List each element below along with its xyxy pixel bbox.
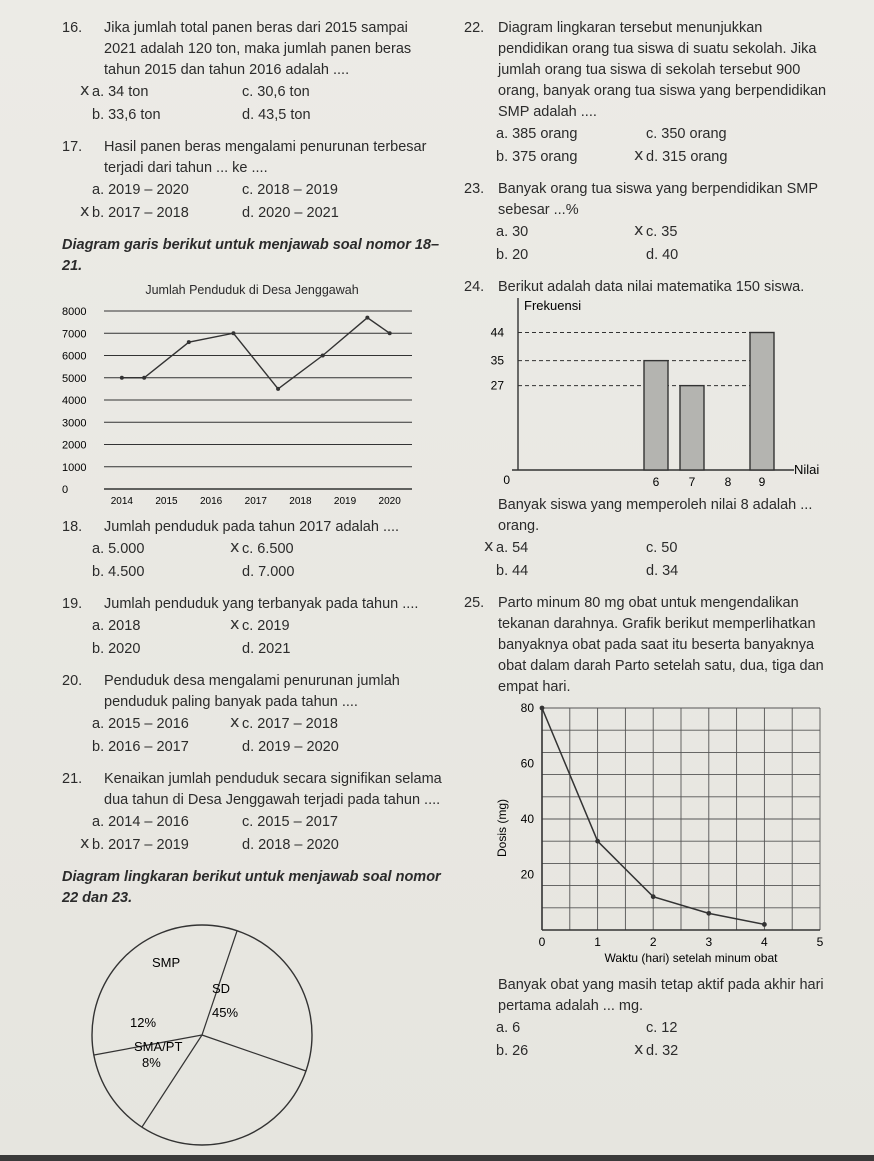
y-tick-label: 27 [490,378,504,393]
question-text: Jika jumlah total panen beras dari 2015 sampai 2021 adalah 120 ton, maka jumlah panen beras tahun 2015 dan tahun 2016 adalah .... [104,20,412,78]
option-d[interactable]: d. 2021 [242,641,291,657]
option-c[interactable]: c. 12 [646,1020,678,1036]
x-tick-label: 0 [538,935,546,949]
options [62,81,442,127]
option-a[interactable]: a. 2015 – 2016 [92,716,189,732]
question-text: Jumlah penduduk pada tahun 2017 adalah .... [104,519,400,535]
y-tick-label: 4000 [62,395,87,407]
y-tick-label: 7000 [62,328,87,341]
option-c[interactable]: x c. 2017 – 2018 [242,713,392,736]
left-column [62,18,442,1079]
pie-label: SMP [152,955,181,970]
x-tick-label: 2016 [200,496,223,507]
y-tick-label: 35 [490,353,504,368]
question-text: Penduduk desa mengalami penurunan jumlah penduduk paling banyak pada tahun .... [104,673,400,710]
option-d[interactable]: d. 43,5 ton [242,107,311,123]
x-tick-label: 2020 [378,496,401,507]
y-axis-label: Dosis (mg) [495,798,509,858]
option-c[interactable]: x c. 35 [646,221,796,244]
bar [750,333,774,471]
options [464,1017,834,1063]
option-b[interactable]: b. 33,6 ton [92,107,161,123]
x-tick-label: 9 [758,475,766,489]
data-point [120,376,124,380]
data-point [276,387,280,391]
y-tick-label: 20 [520,867,534,882]
question-number: 17. [62,139,83,155]
x-tick-label: 5 [816,935,824,949]
option-a[interactable]: a. 385 orang [496,126,578,142]
x-tick-label: 1 [594,935,601,949]
options [464,221,834,267]
line-chart-title: Jumlah Penduduk di Desa Jenggawah [145,283,359,297]
y-tick-label: 3000 [62,417,87,430]
option-b[interactable]: b. 4.500 [92,564,145,580]
question-17 [62,137,442,225]
option-c[interactable]: x c. 2019 [242,615,392,638]
question-16 [62,18,442,127]
page-edge [0,1155,874,1161]
option-d[interactable]: x d. 315 orang [646,146,796,169]
option-c[interactable]: c. 30,6 ton [242,84,310,100]
option-b[interactable]: b. 2020 [92,641,141,657]
options [62,615,442,661]
question-text: Banyak orang tua siswa yang berpendidikan SMP sebesar ...% [498,181,818,218]
option-a[interactable]: x a. 34 ton [92,81,242,104]
option-d[interactable]: d. 2018 – 2020 [242,837,339,853]
pie-label: SMA/PT [134,1039,183,1054]
x-axis-label: Nilai [794,462,820,477]
question-20 [62,671,442,759]
question-text: Parto minum 80 mg obat untuk mengendalikan tekanan darahnya. Grafik berikut memperlihatkan banyaknya obat pada saat itu beserta banyaknya obat dalam darah Parto setelah satu, dua, tiga dan empat hari. [498,595,824,695]
instruction-18-21: Diagram garis berikut untuk menjawab soal nomor 18–21. [62,237,440,274]
y-tick-label: 60 [520,756,534,771]
x-tick-label: 4 [761,935,768,949]
question-number: 18. [62,519,83,535]
question-text: Diagram lingkaran tersebut menunjukkan pendidikan orang tua siswa di suatu sekolah. Jika jumlah orang tua siswa di sekolah tersebut 900 orang, banyak orang tua siswa yang berpendidikan SMP adalah .... [498,20,827,120]
options [62,179,442,225]
option-b[interactable]: b. 26 [496,1043,529,1059]
x-tick-label: 2018 [289,496,312,507]
question-number: 22. [464,20,485,36]
option-d[interactable]: x d. 32 [646,1040,796,1063]
option-b[interactable]: x b. 2017 – 2019 [92,834,242,857]
y-tick-label: 40 [520,812,534,826]
pie-label: SD [212,981,231,996]
question-number: 19. [62,596,83,612]
option-a[interactable]: a. 6 [496,1020,521,1036]
dose-line-chart [464,698,824,968]
option-d[interactable]: d. 7.000 [242,564,295,580]
pie-label: 45% [212,1005,239,1020]
options [62,811,442,857]
y-tick-label: 2000 [62,439,87,452]
question-text: Jumlah penduduk yang terbanyak pada tahun .... [104,596,419,612]
data-point [388,331,392,335]
question-number: 21. [62,771,83,787]
question-number: 25. [464,595,485,611]
option-a[interactable]: a. 2019 – 2020 [92,182,189,198]
x-tick-label: 2015 [155,496,178,507]
y-tick-label: 6000 [62,350,87,363]
option-d[interactable]: d. 34 [646,563,679,579]
option-d[interactable]: d. 2019 – 2020 [242,739,339,755]
question-text: Berikut adalah data nilai matematika 150 siswa. [498,279,805,295]
data-point [142,376,146,380]
y-tick-label: 0 [503,473,510,487]
data-point [762,922,767,927]
question-text-after: Banyak obat yang masih tetap aktif pada akhir hari pertama adalah ... mg. [498,977,824,1014]
option-b[interactable]: x b. 2017 – 2018 [92,202,242,225]
question-18 [62,517,442,584]
data-point [187,340,191,344]
x-tick-label: 7 [688,475,696,489]
score-bar-chart [464,298,820,489]
y-axis-label: Frekuensi [524,298,582,313]
option-c[interactable]: c. 2018 – 2019 [242,182,338,198]
x-tick-label: 2 [649,935,657,949]
y-tick-label: 0 [62,484,69,496]
x-tick-label: 8 [724,475,732,489]
option-d[interactable]: d. 2020 – 2021 [242,205,339,221]
options [62,538,442,584]
question-19 [62,594,442,661]
y-tick-label: 80 [520,701,534,715]
pie-label: 8% [142,1055,161,1070]
x-axis-label: Waktu (hari) setelah minum obat [604,951,778,965]
bar [644,361,668,470]
option-a[interactable]: a. 5.000 [92,541,145,557]
x-tick-label: 2017 [244,496,267,507]
x-tick-label: 2014 [110,496,133,507]
question-25 [464,593,834,1063]
question-number: 24. [464,279,485,295]
y-tick-label: 5000 [62,372,87,385]
data-point [321,354,325,358]
population-line-chart [62,299,432,505]
education-pie-chart [62,915,312,1075]
y-tick-label: 1000 [62,461,87,474]
data-point [540,706,545,711]
option-a[interactable]: a. 2018 [92,618,141,634]
question-22 [464,18,834,169]
y-tick-label: 8000 [62,306,87,318]
x-tick-label: 2019 [333,496,357,507]
bar [680,386,704,470]
options [62,713,442,759]
data-point [706,911,711,916]
question-number: 23. [464,181,485,197]
data-point [595,839,600,844]
data-point [231,331,235,335]
right-column [464,18,834,1073]
question-24 [464,277,834,583]
question-text-after: Banyak siswa yang memperoleh nilai 8 adalah ... orang. [498,497,813,534]
option-d[interactable]: d. 40 [646,247,679,263]
question-text: Hasil panen beras mengalami penurunan terbesar terjadi dari tahun ... ke .... [104,139,427,176]
option-b[interactable]: b. 2016 – 2017 [92,739,189,755]
option-c[interactable]: c. 50 [646,540,678,556]
question-number: 20. [62,673,83,689]
option-c[interactable]: c. 2015 – 2017 [242,814,338,830]
y-tick-label: 44 [490,325,504,340]
option-c[interactable]: c. 350 orang [646,126,727,142]
question-text: Kenaikan jumlah penduduk secara signifikan selama dua tahun di Desa Jenggawah terjadi pada tahun .... [104,771,442,808]
option-a[interactable]: a. 2014 – 2016 [92,814,189,830]
options [464,123,834,169]
x-tick-label: 3 [705,935,713,949]
pie-label: 12% [130,1015,157,1030]
pie-divider [202,1035,306,1071]
question-21 [62,769,442,857]
data-point [365,316,369,320]
option-b[interactable]: b. 375 orang [496,149,578,165]
option-c[interactable]: x c. 6.500 [242,538,392,561]
option-a[interactable]: x a. 54 [496,537,646,560]
option-b[interactable]: b. 20 [496,247,529,263]
option-a[interactable]: a. 30 [496,224,529,240]
question-number: 16. [62,20,83,36]
question-23 [464,179,834,267]
options [464,537,834,583]
instruction-22-23: Diagram lingkaran berikut untuk menjawab soal nomor 22 dan 23. [62,869,441,906]
x-tick-label: 6 [652,475,660,489]
option-b[interactable]: b. 44 [496,563,529,579]
data-point [651,894,656,899]
